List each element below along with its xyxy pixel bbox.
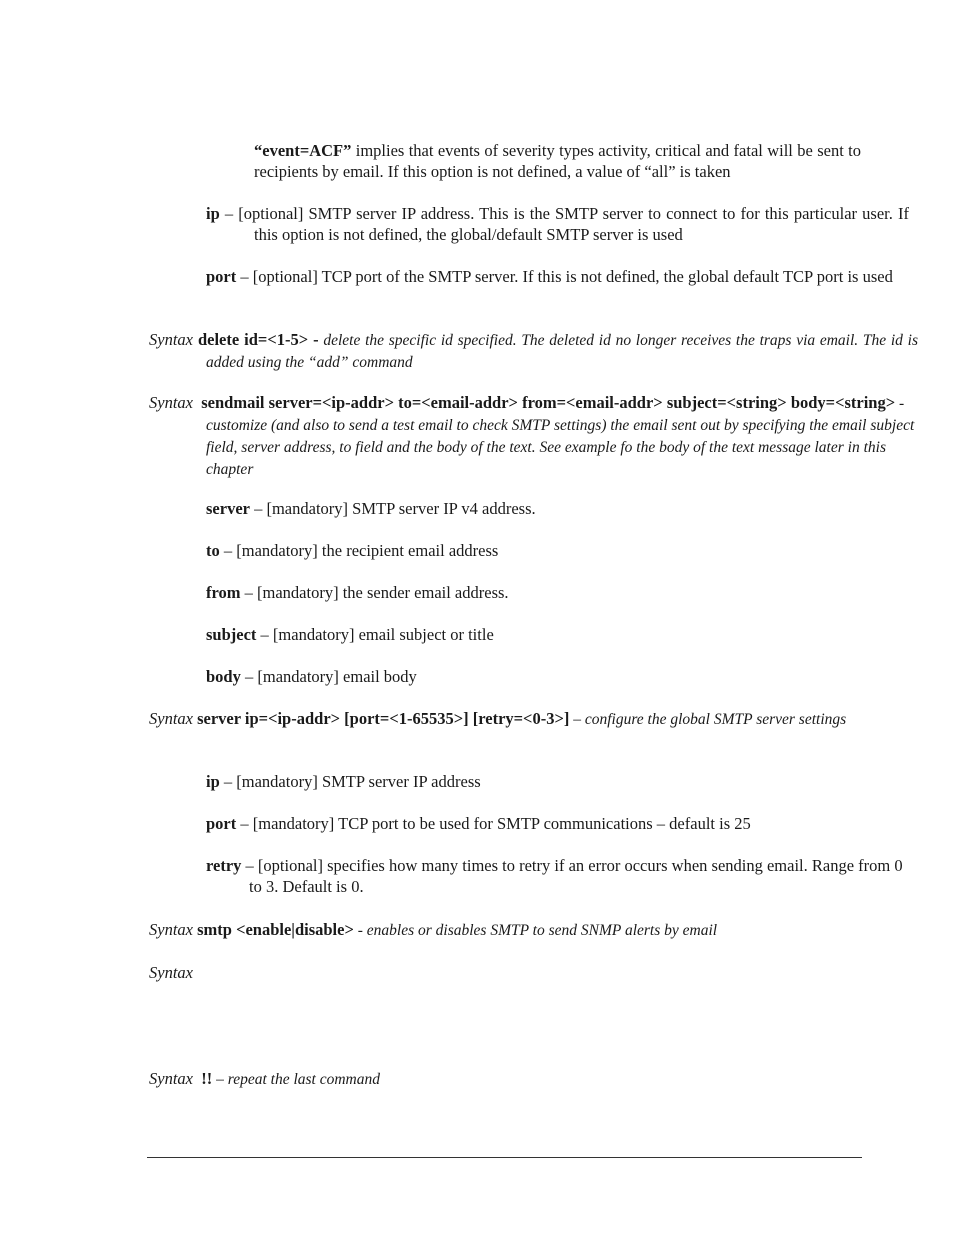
event-option-note xyxy=(254,140,861,182)
param-desc: – [mandatory] email body xyxy=(240,667,417,686)
syntax-label: Syntax xyxy=(149,963,193,982)
syntax-label: Syntax xyxy=(149,920,193,939)
command-description: - customize (and also to send a test email to check SMTP settings) the email sent out by specifying the email subject field, server address, to field and the body of the text. See example fo the body of the text message later in this chapter xyxy=(206,395,915,478)
param-desc: – [mandatory] TCP port to be used for SMTP communications – default is 25 xyxy=(236,814,751,833)
param-key: body xyxy=(206,667,241,686)
command-description: delete the specific id specified. The deleted id no longer receives the traps via email. The id is added using the “add” command xyxy=(206,332,919,371)
param-ip xyxy=(206,203,909,245)
param-port xyxy=(206,266,909,287)
command-text: delete id=<1-5> - xyxy=(197,330,319,349)
param-from xyxy=(206,582,861,603)
param-to xyxy=(206,540,861,561)
param-key: server xyxy=(206,499,250,518)
param-desc: – [optional] TCP port of the SMTP server. If this is not defined, the global default TCP port is used xyxy=(236,267,893,286)
syntax-delete xyxy=(149,329,918,373)
param-desc: – [mandatory] SMTP server IP v4 address. xyxy=(249,499,536,518)
param-body xyxy=(206,666,861,687)
command-description: - enables or disables SMTP to send SNMP alerts by email xyxy=(353,922,718,939)
param-server xyxy=(206,498,861,519)
param-desc: – [mandatory] the sender email address. xyxy=(240,583,509,602)
param-key: subject xyxy=(206,625,257,644)
syntax-smtp xyxy=(149,919,861,941)
param-port xyxy=(206,813,861,834)
syntax-empty xyxy=(149,962,861,983)
event-keyword: “event=ACF” xyxy=(254,141,352,160)
command-description: – repeat the last command xyxy=(212,1071,380,1088)
footer-rule xyxy=(147,1157,862,1158)
param-desc: – [optional] SMTP server IP address. This is the SMTP server to connect to for this particular user. If this option is not defined, the global/default SMTP server is used xyxy=(219,204,909,244)
param-ip xyxy=(206,771,861,792)
param-key: port xyxy=(206,267,237,286)
param-key: ip xyxy=(206,204,220,223)
syntax-server xyxy=(149,708,918,730)
syntax-label: Syntax xyxy=(149,393,193,412)
param-retry xyxy=(206,855,904,897)
param-subject xyxy=(206,624,861,645)
param-desc: – [mandatory] the recipient email address xyxy=(219,541,499,560)
command-text: !! xyxy=(201,1069,213,1088)
syntax-repeat xyxy=(149,1068,861,1090)
syntax-label: Syntax xyxy=(149,709,193,728)
param-key: to xyxy=(206,541,220,560)
param-desc: – [optional] specifies how many times to retry if an error occurs when sending email. Range from 0 to 3. Default is 0. xyxy=(241,856,903,896)
param-desc: – [mandatory] SMTP server IP address xyxy=(219,772,481,791)
command-text: smtp <enable|disable> xyxy=(197,920,354,939)
command-text: sendmail server=<ip-addr> to=<email-addr> from=<email-addr> subject=<string> body=<string> xyxy=(201,393,896,412)
param-key: ip xyxy=(206,772,220,791)
param-key: retry xyxy=(206,856,242,875)
param-key: port xyxy=(206,814,237,833)
param-desc: – [mandatory] email subject or title xyxy=(256,625,494,644)
syntax-label: Syntax xyxy=(149,330,193,349)
command-text: server ip=<ip-addr> [port=<1-65535>] [retry=<0-3>] xyxy=(197,709,570,728)
syntax-sendmail xyxy=(149,392,918,480)
syntax-label: Syntax xyxy=(149,1069,193,1088)
command-description: – configure the global SMTP server settings xyxy=(569,711,847,728)
param-key: from xyxy=(206,583,241,602)
event-description: implies that events of severity types activity, critical and fatal will be sent to recipients by email. If this option is not defined, a value of “all” is taken xyxy=(254,141,861,181)
